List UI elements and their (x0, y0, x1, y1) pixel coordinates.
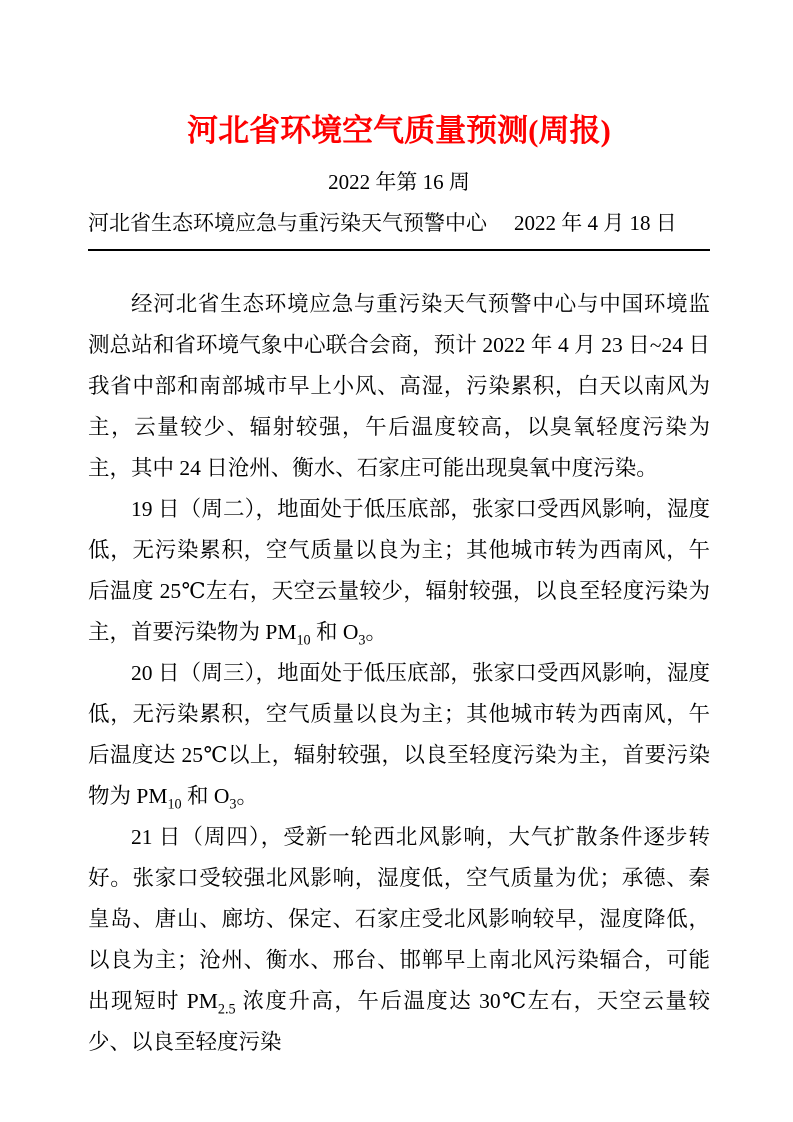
header-divider (88, 249, 710, 251)
document-body (88, 284, 710, 1063)
issuer-row (88, 209, 710, 238)
paragraph-day-20: 20 日（周三），地面处于低压底部，张家口受西风影响，湿度低，无污染累积，空气质量以良为主；其他城市转为西南风，午后温度达 25℃以上，辐射较强，以良至轻度污染为主，首要污染物为 $PM_{10}$ 和 $O_3$。 (88, 661, 710, 813)
document-content (88, 0, 710, 1063)
issuer-name: 河北省生态环境应急与重污染天气预警中心 (88, 211, 487, 235)
paragraph-day-21: 21 日（周四），受新一轮西北风影响，大气扩散条件逐步转好。张家口受较强北风影响，湿度低，空气质量为优；承德、秦皇岛、唐山、廊坊、保定、石家庄受北风影响较早，湿度降低，以良为主；沧州、衡水、邢台、邯郸早上南北风污染辐合，可能出现短时 $PM_{2.5}$ 浓度升高，午后温度达 30℃左右，天空云量较少、以良至轻度污染 (88, 825, 710, 1054)
paragraph-day-19: 19 日（周二），地面处于低压底部，张家口受西风影响，湿度低，无污染累积，空气质量以良为主；其他城市转为西南风，午后温度 25℃左右，天空云量较少，辐射较强，以良至轻度污染为主，首要污染物为 $PM_{10}$ 和 $O_3$。 (88, 497, 710, 649)
week-label: 2022 年第 16 周 (328, 170, 470, 194)
issue-date: 2022 年 4 月 18 日 (514, 211, 677, 235)
paragraph-forecast-summary: 经河北省生态环境应急与重污染天气预警中心与中国环境监测总站和省环境气象中心联合会商，预计 2022 年 4 月 23 日~24 日我省中部和南部城市早上小风、高湿，污染累积，白天以南风为主，云量较少、辐射较强，午后温度较高，以臭氧轻度污染为主，其中 24 日沧州、衡水、石家庄可能出现臭氧中度污染。 (88, 292, 710, 480)
document-title: 河北省环境空气质量预测(周报) (187, 113, 611, 148)
